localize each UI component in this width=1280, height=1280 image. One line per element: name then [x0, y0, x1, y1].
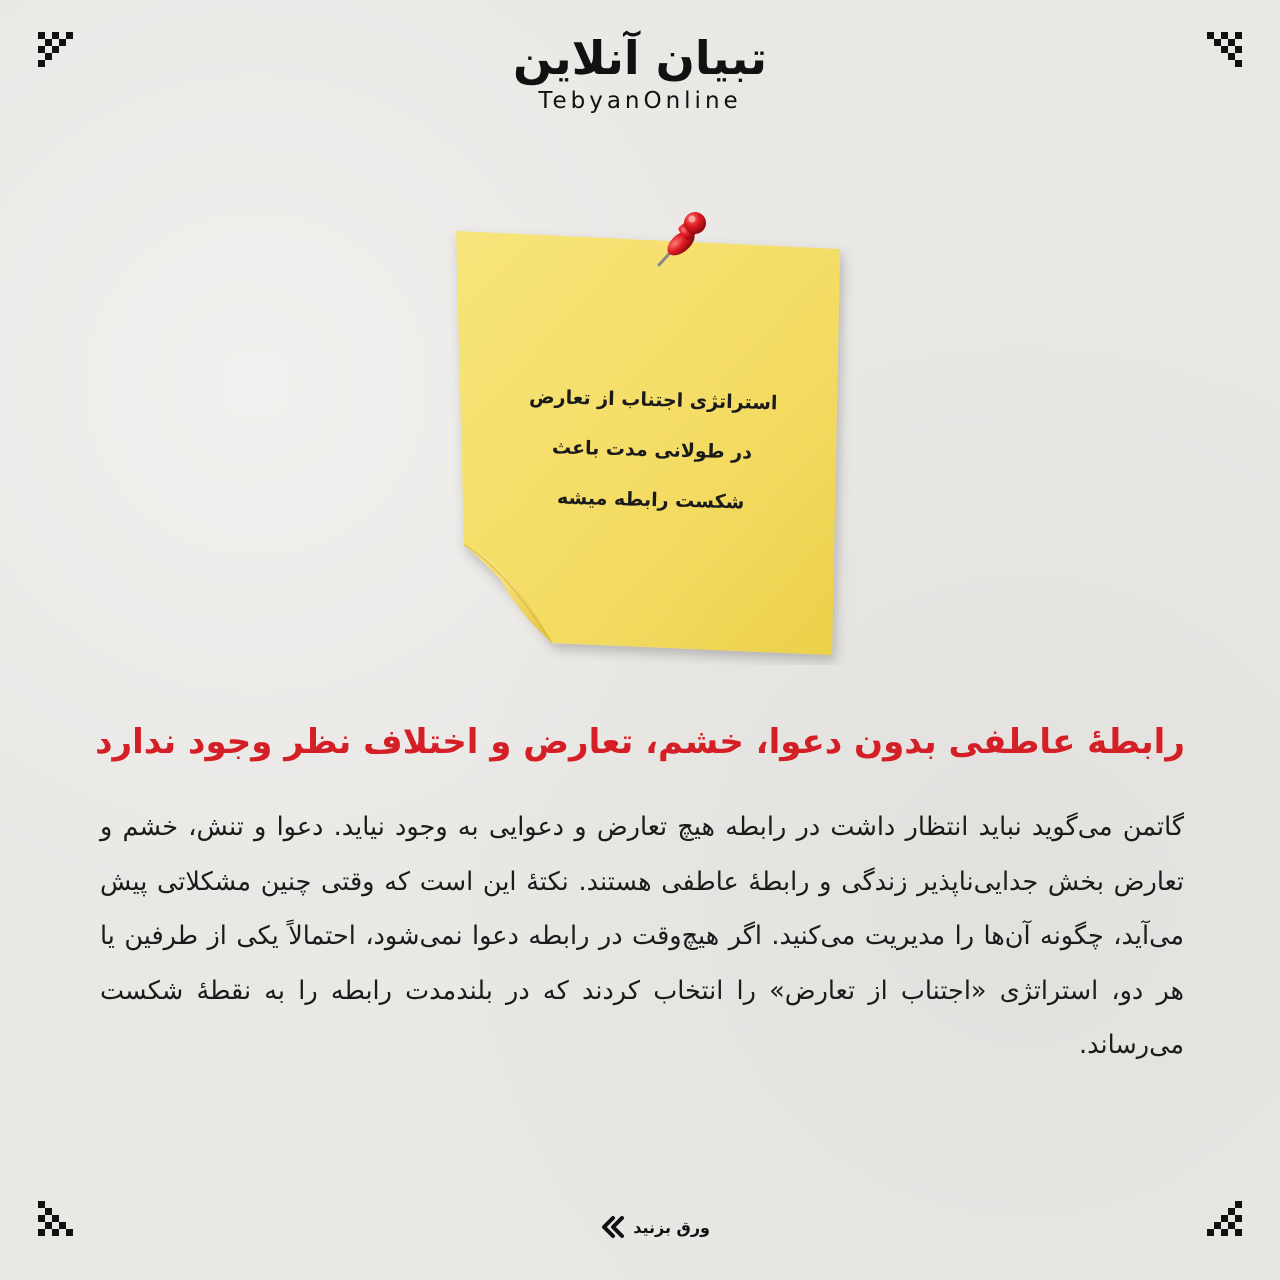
swipe-hint[interactable]	[580, 1212, 710, 1242]
push-pin-icon	[637, 203, 717, 283]
brand-name-en: TebyanOnline	[538, 88, 742, 114]
body-paragraph: گاتمن می‌گوید نباید انتظار داشت در رابطه هیچ تعارض و دعوایی به وجود نیاید. دعوا و تنش، خشم و تعارض بخش جدایی‌ناپذیر زندگی و رابطهٔ عاطفی هستند. نکتهٔ این است که وقتی چنین مشکلاتی پیش می‌آید، چگونه آن‌ها را مدیریت می‌کنید. اگر هیچ‌وقت در رابطه دعوا نمی‌شود، احتمالاً یکی از طرفین یا هر دو، استراتژی «اجتناب از تعارض» را انتخاب کردند که در بلندمدت رابطه را به نقطهٔ شکست می‌رساند.	[100, 812, 1184, 1061]
note-line: در طولانی مدت باعث	[551, 436, 753, 464]
note-text	[500, 371, 804, 529]
double-chevron-left-icon	[601, 1216, 625, 1238]
swipe-hint-label: ورق بزنید	[633, 1217, 710, 1237]
corner-ornament-icon	[1202, 1196, 1246, 1240]
note-line: شکست رابطه میشه	[556, 486, 745, 514]
brand-logo	[0, 30, 1280, 114]
sticky-note	[442, 215, 862, 665]
headline: رابطهٔ عاطفی بدون دعوا، خشم، تعارض و اختلاف نظر وجود ندارد	[95, 722, 1185, 762]
note-line: استراتژی اجتناب از تعارض	[528, 385, 778, 415]
brand-name-fa: تبیان آنلاین	[512, 31, 767, 85]
corner-ornament-icon	[34, 1196, 78, 1240]
